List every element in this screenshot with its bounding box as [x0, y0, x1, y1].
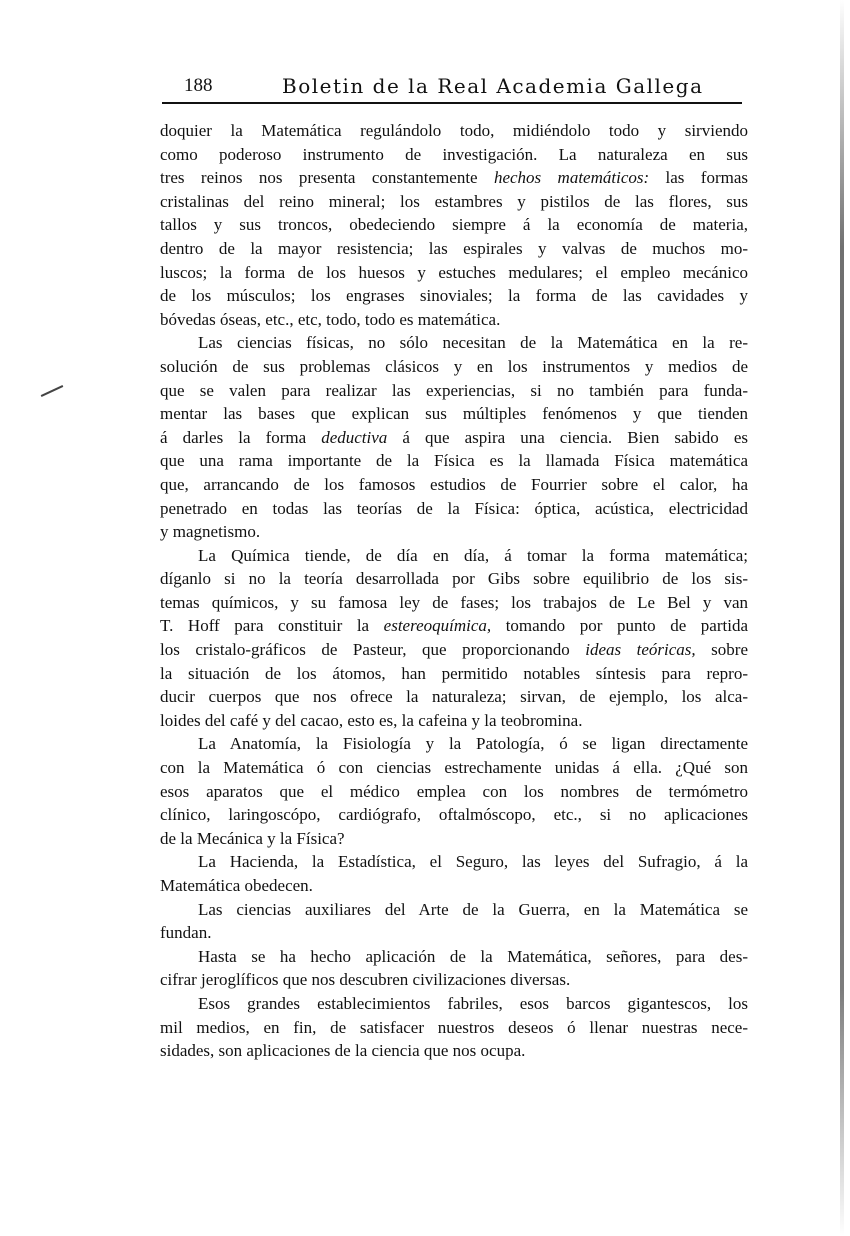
text-line — [160, 213, 748, 237]
text-segment: tallos y sus troncos, obedeciendo siempre á la economía de materia, — [160, 215, 748, 235]
header-rule — [162, 102, 742, 104]
scan-page-edge — [840, 0, 844, 1236]
text-line — [160, 874, 748, 898]
text-segment: La Química tiende, de día en día, á tomar la forma matemática; — [198, 545, 748, 565]
text-segment: Esos grandes establecimientos fabriles, esos barcos gigantescos, los — [198, 993, 748, 1013]
text-segment: mentar las bases que explican sus múltiples fenómenos y que tienden — [160, 404, 748, 424]
italic-text: deductiva — [321, 427, 388, 447]
text-line — [160, 237, 748, 261]
text-segment: Las ciencias físicas, no sólo necesitan de la Matemática en la re- — [198, 333, 748, 353]
text-line — [160, 803, 748, 827]
text-segment: que se valen para realizar las experiencias, si no también para funda- — [160, 380, 748, 400]
text-segment: con la Matemática ó con ciencias estrechamente unidas á ella. ¿Qué son — [160, 758, 748, 778]
text-line — [160, 143, 748, 167]
text-segment: tomando por punto de partida — [491, 616, 749, 636]
text-line — [160, 520, 748, 544]
text-segment: fundan. — [160, 923, 212, 943]
text-segment: á que aspira una ciencia. Bien sabido es — [387, 427, 748, 447]
text-segment: cifrar jeroglíficos que nos descubren civilizaciones diversas. — [160, 970, 571, 990]
paragraph-first-line — [160, 544, 748, 568]
text-segment: bóvedas óseas, etc., etc, todo, todo es matemática. — [160, 309, 501, 329]
text-segment: de la Mecánica y la Física? — [160, 828, 345, 848]
text-line — [160, 497, 748, 521]
text-line — [160, 166, 748, 190]
text-segment: de los músculos; los engrases sinoviales; la forma de las cavidades y — [160, 286, 748, 306]
text-line — [160, 827, 748, 851]
text-line — [160, 968, 748, 992]
text-line — [160, 284, 748, 308]
paragraph-first-line — [160, 331, 748, 355]
text-line — [160, 756, 748, 780]
text-line — [160, 638, 748, 662]
paragraph-first-line — [160, 945, 748, 969]
text-line — [160, 1039, 748, 1063]
text-segment: Las ciencias auxiliares del Arte de la Guerra, en la Matemática se — [198, 899, 748, 919]
text-line — [160, 591, 748, 615]
text-segment: clínico, laringoscópo, cardiógrafo, oftalmóscopo, etc., si no aplicaciones — [160, 805, 748, 825]
text-line — [160, 473, 748, 497]
text-segment: mil medios, en fin, de satisfacer nuestros deseos ó llenar nuestras nece- — [160, 1017, 748, 1037]
text-line — [160, 662, 748, 686]
page-number: 188 — [184, 75, 213, 96]
paragraph-first-line — [160, 732, 748, 756]
text-line — [160, 567, 748, 591]
text-segment: á darles la forma — [160, 427, 322, 447]
text-line — [160, 709, 748, 733]
text-segment: La Hacienda, la Estadística, el Seguro, las leyes del Sufragio, á la — [198, 852, 748, 872]
text-segment: La Anatomía, la Fisiología y la Patología, ó se ligan directamente — [198, 734, 748, 754]
text-line — [160, 1016, 748, 1040]
paragraph-first-line — [160, 992, 748, 1016]
body-text — [160, 119, 748, 1063]
text-segment: temas químicos, y su famosa ley de fases; los trabajos de Le Bel y van — [160, 592, 748, 612]
text-segment: Hasta se ha hecho aplicación de la Matemática, señores, para des- — [198, 946, 748, 966]
text-segment: esos aparatos que el médico emplea con los nombres de termómetro — [160, 781, 748, 801]
italic-text: estereoquímica, — [383, 616, 492, 636]
text-line — [160, 685, 748, 709]
paragraph-first-line — [160, 850, 748, 874]
text-segment: penetrado en todas las teorías de la Física: óptica, acústica, electricidad — [160, 498, 748, 518]
text-segment: las formas — [649, 168, 749, 188]
text-line — [160, 190, 748, 214]
text-segment: ducir cuerpos que nos ofrece la naturaleza; sirvan, de ejemplo, los alca- — [160, 687, 748, 707]
running-header — [162, 72, 742, 102]
text-segment: los cristalo-gráficos de Pasteur, que proporcionando — [160, 640, 586, 660]
text-segment: como poderoso instrumento de investigación. La naturaleza en sus — [160, 144, 748, 164]
text-segment: luscos; la forma de los huesos y estuches medulares; el empleo mecánico — [160, 262, 748, 282]
text-line — [160, 402, 748, 426]
text-segment: dentro de la mayor resistencia; las espirales y valvas de muchos mo- — [160, 238, 748, 258]
text-line — [160, 119, 748, 143]
italic-text: hechos matemáticos: — [493, 168, 650, 188]
running-title: Boletin de la Real Academia Gallega — [282, 74, 704, 98]
italic-text: ideas teóricas, — [585, 640, 696, 660]
text-segment: solución de sus problemas clásicos y en los instrumentos y medios de — [160, 356, 748, 376]
text-segment: que, arrancando de los famosos estudios de Fourrier sobre el calor, ha — [160, 474, 748, 494]
text-line — [160, 261, 748, 285]
text-segment: Matemática obedecen. — [160, 876, 313, 895]
text-segment: que una rama importante de la Física es la llamada Física matemática — [160, 451, 748, 471]
text-line — [160, 921, 748, 945]
text-segment: y magnetismo. — [160, 522, 261, 542]
text-segment: cristalinas del reino mineral; los estambres y pistilos de las flores, sus — [160, 191, 748, 211]
text-line — [160, 780, 748, 804]
text-line — [160, 379, 748, 403]
text-line — [160, 355, 748, 379]
text-segment: tres reinos nos presenta constantemente — [160, 168, 494, 188]
text-segment: loides del café y del cacao, esto es, la cafeina y la teobromina. — [160, 710, 583, 730]
scan-speck — [41, 385, 64, 397]
paragraph-first-line — [160, 898, 748, 922]
text-line — [160, 426, 748, 450]
text-segment: doquier la Matemática regulándolo todo, midiéndolo todo y sirviendo — [160, 121, 748, 140]
text-segment: díganlo si no la teoría desarrollada por Gibs sobre equilibrio de los sis- — [160, 569, 748, 589]
text-segment: la situación de los átomos, han permitido notables síntesis para repro- — [160, 663, 748, 683]
text-segment: sobre — [695, 640, 748, 660]
text-line — [160, 449, 748, 473]
text-line — [160, 614, 748, 638]
text-segment: T. Hoff para constituir la — [160, 616, 384, 636]
text-line — [160, 308, 748, 332]
text-segment: sidades, son aplicaciones de la ciencia que nos ocupa. — [160, 1041, 526, 1061]
